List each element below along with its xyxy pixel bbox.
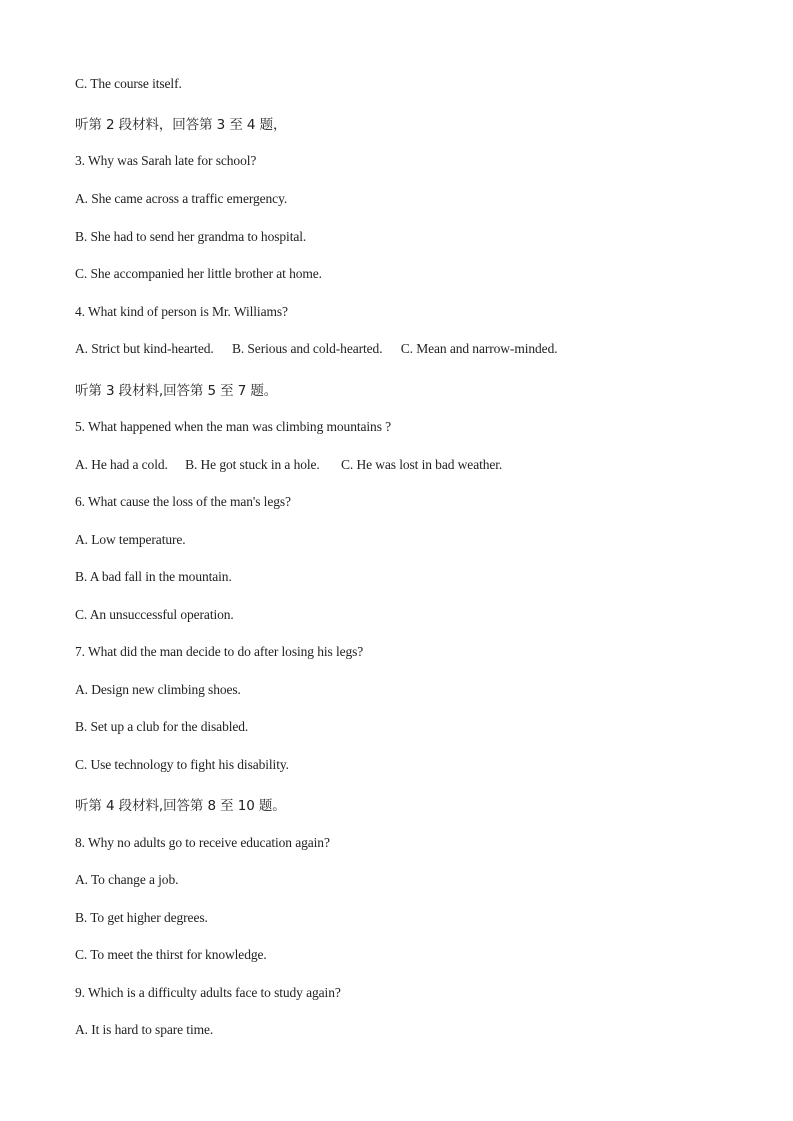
option-b-q5: B. He got stuck in a hole.: [185, 457, 320, 472]
question-7: 7. What did the man decide to do after losing his legs?: [75, 644, 364, 659]
option-b-q6: B. A bad fall in the mountain.: [75, 569, 232, 584]
question-5: 5. What happened when the man was climbing mountains ?: [75, 419, 392, 434]
section-heading-3: 听第 3 段材料,回答第 5 至 7 题。: [75, 383, 278, 399]
option-b-q8: B. To get higher degrees.: [75, 910, 208, 925]
option-c-q3: C. She accompanied her little brother at home.: [75, 266, 322, 281]
question-6: 6. What cause the loss of the man's legs?: [75, 494, 291, 509]
option-a-q7: A. Design new climbing shoes.: [75, 682, 241, 697]
option-c-q4: C. Mean and narrow-minded.: [400, 341, 558, 356]
option-a-q8: A. To change a job.: [75, 872, 179, 887]
question-9: 9. Which is a difficulty adults face to study again?: [75, 985, 341, 1000]
question-3: 3. Why was Sarah late for school?: [75, 153, 257, 168]
option-b-q4: B. Serious and cold-hearted.: [231, 341, 383, 356]
option-c-q7: C. Use technology to fight his disability.: [75, 757, 289, 772]
option-a-q5: A. He had a cold.: [75, 457, 168, 472]
option-b-q3: B. She had to send her grandma to hospital.: [75, 229, 307, 244]
options-q5: [75, 457, 502, 473]
section-heading-4: 听第 4 段材料,回答第 8 至 10 题。: [75, 798, 286, 814]
option-a-q9: A. It is hard to spare time.: [75, 1022, 214, 1037]
question-8: 8. Why no adults go to receive education again?: [75, 835, 330, 850]
option-c-q5: C. He was lost in bad weather.: [340, 457, 503, 472]
option-c-q2: C. The course itself.: [75, 76, 182, 91]
option-a-q3: A. She came across a traffic emergency.: [75, 191, 288, 206]
option-c-q8: C. To meet the thirst for knowledge.: [75, 947, 267, 962]
option-a-q4: A. Strict but kind-hearted.: [75, 341, 214, 356]
option-c-q6: C. An unsuccessful operation.: [75, 607, 234, 622]
section-heading-2: 听第 2 段材料，回答第 3 至 4 题，: [75, 117, 287, 133]
option-b-q7: B. Set up a club for the disabled.: [75, 719, 249, 734]
question-4: 4. What kind of person is Mr. Williams?: [75, 304, 288, 319]
option-a-q6: A. Low temperature.: [75, 532, 186, 547]
options-q4: [75, 341, 558, 357]
